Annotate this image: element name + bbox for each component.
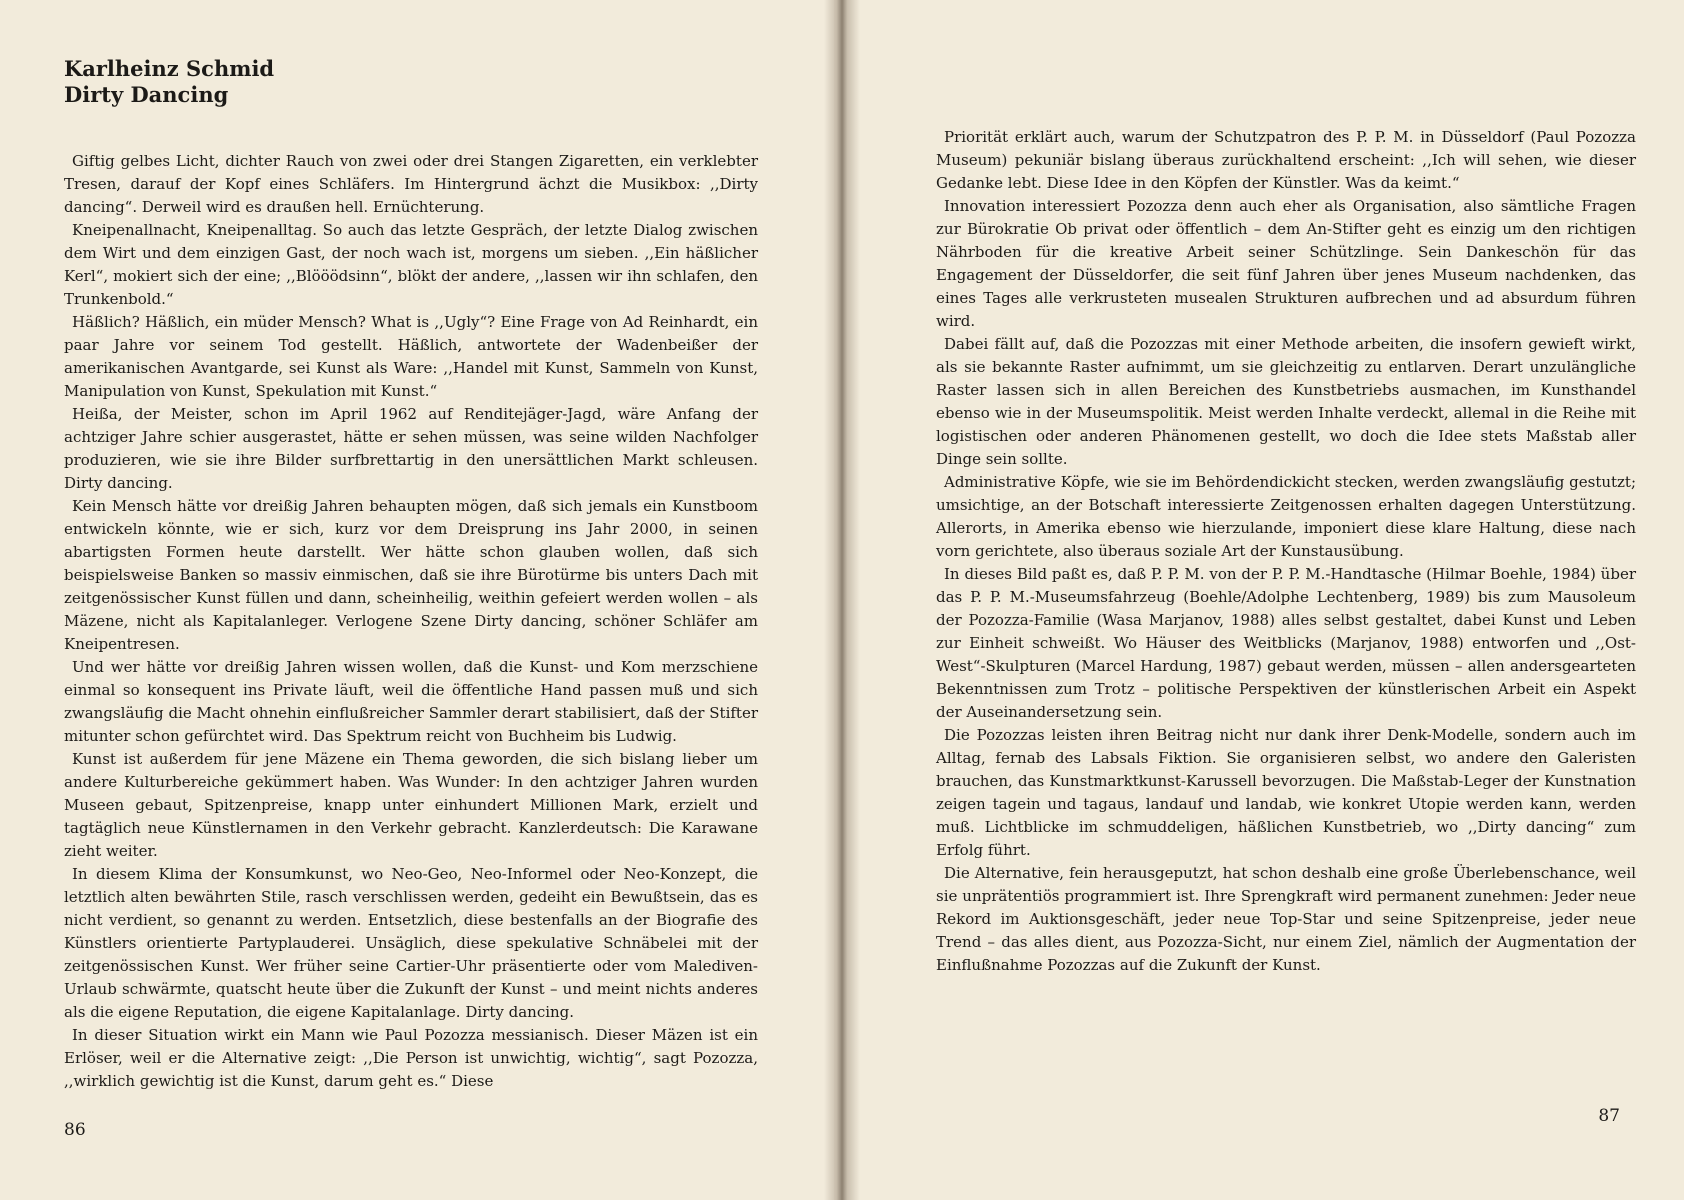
paragraph: Die Pozozzas leisten ihren Beitrag nicht nur dank ihrer Denk-Modelle, sondern auch im Alltag, fernab des Labsals Fiktion. Sie organisieren selbst, wo andere den Galeristen brauchen, das Kunstmarktkunst-Karussell bevorzugen. Die Maßstab-Leger der Kunstnation zeigen tagein und tagaus, landauf und landab, wie konkret Utopie werden kann, werden muß. Lichtblicke im schmuddeligen, häßlichen Kunstbetrieb, wo ,,Dirty dancing“ zum Erfolg führt. xyxy=(936,726,1636,859)
paragraph: Und wer hätte vor dreißig Jahren wissen wollen, daß die Kunst- und Kom merzschiene einmal so konsequent ins Private läuft, weil die öffentliche Hand passen muß und sich zwangsläufig die Macht ohnehin einflußreicher Sammler derart stabilisiert, daß der Stifter mitunter schon gefürchtet wird. Das Spektrum reicht von Buchheim bis Ludwig. xyxy=(64,658,758,745)
article-title: Dirty Dancing xyxy=(64,82,229,107)
paragraph: Priorität erklärt auch, warum der Schutzpatron des P. P. M. in Düsseldorf (Paul Pozozza Museum) pekuniär bislang überaus zurückhaltend erscheint: ,,Ich will sehen, wie dieser Gedanke lebt. Diese Idee in den Köpfen der Künstler. Was da keimt.“ xyxy=(936,128,1636,192)
paragraph: Die Alternative, fein herausgeputzt, hat schon deshalb eine große Überlebenschance, weil sie unprätentiös programmiert ist. Ihre Sprengkraft wird permanent zunehmen: Jeder neue Rekord im Auktionsgeschäft, jeder neue Top-Star und seine Spitzenpreise, jeder neue Trend – das alles dient, aus Pozozza-Sicht, nur einem Ziel, nämlich der Augmentation der Einflußnahme Pozozzas auf die Zukunft der Kunst. xyxy=(936,864,1636,974)
book-gutter xyxy=(824,0,860,1200)
page-number-right: 87 xyxy=(1598,1106,1620,1126)
paragraph: In dieser Situation wirkt ein Mann wie Paul Pozozza messianisch. Dieser Mäzen ist ein Erlöser, weil er die Alternative zeigt: ,,Die Person ist unwichtig, wichtig“, sagt Pozozza, ,,wirklich gewichtig ist die Kunst, darum geht es.“ Diese xyxy=(64,1026,758,1090)
paragraph: Häßlich? Häßlich, ein müder Mensch? What is ,,Ugly“? Eine Frage von Ad Reinhardt, ein paar Jahre vor seinem Tod gestellt. Häßlich, antwortete der Wadenbeißer der amerikanischen Avantgarde, sei Kunst als Ware: ,,Handel mit Kunst, Sammeln von Kunst, Manipulation von Kunst, Spekulation mit Kunst.“ xyxy=(64,313,758,400)
paragraph: Dabei fällt auf, daß die Pozozzas mit einer Methode arbeiten, die insofern gewieft wirkt, als sie bekannte Raster aufnimmt, um sie gleichzeitig zu entlarven. Derart unzulängliche Raster lassen sich in allen Bereichen des Kunstbetriebs ausmachen, im Kunsthandel ebenso wie in der Museumspolitik. Meist werden Inhalte verdeckt, allemal in die Reihe mit logistischen oder anderen Phänomenen gestellt, wo doch die Idee stets Maßstab aller Dinge sein sollte. xyxy=(936,335,1636,468)
left-page xyxy=(0,0,834,1200)
paragraph: Heißa, der Meister, schon im April 1962 auf Renditejäger-Jagd, wäre Anfang der achtziger Jahre schier ausgerastet, hätte er sehen müssen, was seine wilden Nachfolger produzieren, wie sie ihre Bilder surfbrettartig in den unersättlichen Markt schleusen. Dirty dancing. xyxy=(64,405,758,492)
article-heading xyxy=(64,56,274,108)
right-text-column xyxy=(936,126,1636,977)
page-number-left: 86 xyxy=(64,1120,86,1140)
paragraph: Kein Mensch hätte vor dreißig Jahren behaupten mögen, daß sich jemals ein Kunstboom entwickeln könnte, wie er sich, kurz vor dem Dreisprung ins Jahr 2000, in seinen abartigsten Formen heute darstellt. Wer hätte schon glauben wollen, daß sich beispielsweise Banken so massiv einmischen, daß sie ihre Bürotürme bis unters Dach mit zeitgenössischer Kunst füllen und dann, scheinheilig, weithin gefeiert werden wollen – als Mäzene, nicht als Kapitalanleger. Verlogene Szene Dirty dancing, schöner Schläfer am Kneipentresen. xyxy=(64,497,758,653)
paragraph: Administrative Köpfe, wie sie im Behördendickicht stecken, werden zwangsläufig gestutzt; umsichtige, an der Botschaft interessierte Zeitgenossen erhalten dagegen Unterstützung. Allerorts, in Amerika ebenso wie hierzulande, imponiert diese klare Haltung, diese nach vorn gerichtete, also überaus soziale Art der Kunstausübung. xyxy=(936,473,1637,560)
left-text-column xyxy=(64,150,758,1093)
paragraph: Kneipenallnacht, Kneipenalltag. So auch das letzte Gespräch, der letzte Dialog zwischen dem Wirt und dem einzigen Gast, der noch wach ist, morgens um sieben. ,,Ein häßlicher Kerl“, mokiert sich der eine; ,,Blööödsinn“, blökt der andere, ,,lassen wir ihn schlafen, den Trunkenbold.“ xyxy=(64,221,758,308)
paragraph: Kunst ist außerdem für jene Mäzene ein Thema geworden, die sich bislang lieber um andere Kulturbereiche gekümmert haben. Was Wunder: In den achtziger Jahren wurden Museen gebaut, Spitzenpreise, knapp unter einhundert Millionen Mark, erzielt und tagtäglich neue Künstlernamen in den Verkehr gebracht. Kanzlerdeutsch: Die Karawane zieht weiter. xyxy=(64,750,758,860)
paragraph: In diesem Klima der Konsumkunst, wo Neo-Geo, Neo-Informel oder Neo-Konzept, die letztlich alten bewährten Stile, rasch verschlissen werden, gedeiht ein Bewußtsein, das es nicht verdient, so genannt zu werden. Entsetzlich, diese bestenfalls an der Biografie des Künstlers orientierte Partyplauderei. Unsäglich, diese spekulative Schnäbelei mit der zeitgenössischen Kunst. Wer früher seine Cartier-Uhr präsentierte oder vom Malediven-Urlaub schwärmte, quatscht heute über die Zukunft der Kunst – und meint nichts anderes als die eigene Reputation, die eigene Kapitalanlage. Dirty dancing. xyxy=(64,865,758,1021)
paragraph: In dieses Bild paßt es, daß P. P. M. von der P. P. M.-Handtasche (Hilmar Boehle, 1984) über das P. P. M.-Museumsfahrzeug (Boehle/Adolphe Lechtenberg, 1989) bis zum Mausoleum der Pozozza-Familie (Wasa Marjanov, 1988) alles selbst gestaltet, dabei Kunst und Leben zur Einheit schweißt. Wo Häuser des Weitblicks (Marjanov, 1988) entworfen und ,,Ost-West“-Skulpturen (Marcel Hardung, 1987) gebaut werden, müssen – allen andersgearteten Bekenntnissen zum Trotz – politische Perspektiven der künstlerischen Arbeit ein Aspekt der Auseinandersetzung sein. xyxy=(936,565,1636,721)
author-name: Karlheinz Schmid xyxy=(64,56,275,81)
paragraph: Giftig gelbes Licht, dichter Rauch von zwei oder drei Stangen Zigaretten, ein verklebter Tresen, darauf der Kopf eines Schläfers. Im Hintergrund ächzt die Musikbox: ,,Dirty dancing“. Derweil wird es draußen hell. Ernüchterung. xyxy=(64,152,758,216)
paragraph: Innovation interessiert Pozozza denn auch eher als Organisation, also sämtliche Fragen zur Bürokratie Ob privat oder öffentlich – dem An-Stifter geht es einzig um den richtigen Nährboden für die kreative Arbeit seiner Schützlinge. Sein Dankeschön für das Engagement der Düsseldorfer, die seit fünf Jahren über jenes Museum nachdenken, das eines Tages alle verkrusteten musealen Strukturen aufbrechen und ad absurdum führen wird. xyxy=(936,197,1636,330)
